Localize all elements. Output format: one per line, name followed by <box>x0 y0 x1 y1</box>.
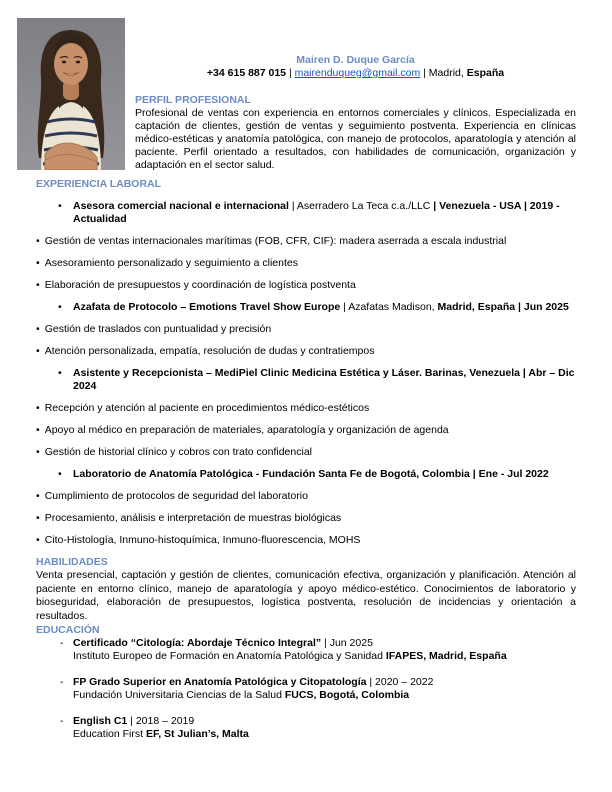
job-title <box>36 301 576 314</box>
profile-paragraph: Profesional de ventas con experiencia en entornos comerciales y clínicos. Especializada en captación de clientes, gestión de ventas y seguimiento postventa. Experiencia en clínicas médico-estéticas y anatomía patológica, con manejo de protocolos, aparatología y atención al paciente. Perfil orientado a resultados, con habilidades de comunicación, organización y adaptación en el sector salud. <box>135 107 576 171</box>
education-dates: | Jun 2025 <box>321 636 373 649</box>
job-detail <box>36 490 576 503</box>
bullet-icon: • <box>36 279 40 291</box>
job-detail-text: Procesamiento, análisis e interpretación de muestras biológicas <box>44 512 342 524</box>
education-item <box>36 637 576 663</box>
education-degree: English C1 <box>73 714 128 727</box>
education-item <box>36 715 576 741</box>
bullet-icon: • <box>36 257 40 269</box>
job-detail <box>36 323 576 336</box>
job-detail-text: Asesoramiento personalizado y seguimiento a clientes <box>44 257 298 269</box>
job-detail <box>36 345 576 358</box>
education-org-line <box>73 728 576 741</box>
left-eye <box>62 61 66 64</box>
main-content <box>0 172 612 741</box>
section-heading-experience: EXPERIENCIA LABORAL <box>36 178 162 190</box>
education-org-line <box>73 650 576 663</box>
education-org: Instituto Europeo de Formación en Anatomía Patológica y Sanidad <box>73 649 386 662</box>
education-org-bold: IFAPES, Madrid, España <box>385 649 507 662</box>
education-org: Fundación Universitaria Ciencias de la Salud <box>73 688 285 701</box>
job-detail <box>36 446 576 459</box>
bullet-icon: • <box>36 345 40 357</box>
section-heading-skills: HABILIDADES <box>36 556 108 568</box>
right-eye <box>76 61 80 64</box>
portrait-photo <box>17 18 125 170</box>
bullet-icon: • <box>58 301 62 313</box>
job-title <box>36 468 576 481</box>
job-role: Asistente y Recepcionista – MediPiel Clinic Medicina Estética y Láser. Barinas, Venezuela | Abr – Dic 2024 <box>73 367 575 392</box>
job-detail <box>36 424 576 437</box>
dash-icon: - <box>60 675 64 688</box>
education-org-bold: FUCS, Bogotá, Colombia <box>284 688 410 701</box>
job-title <box>36 200 576 226</box>
job-detail-text: Atención personalizada, empatía, resolución de dudas y contratiempos <box>44 345 375 357</box>
job-detail-text: Cumplimiento de protocolos de seguridad del laboratorio <box>44 490 308 502</box>
location-country: España <box>466 67 505 79</box>
job-location-dates: Madrid, España | Jun 2025 <box>434 301 569 313</box>
job-role: Laboratorio de Anatomía Patológica - Fundación Santa Fe de Bogotá, Colombia | Ene - Jul 2022 <box>73 468 549 480</box>
email-link[interactable]: mairenduqueg@gmail.com <box>294 67 421 79</box>
bullet-icon: • <box>58 367 62 379</box>
job-detail-text: Gestión de historial clínico y cobros con trato confidencial <box>44 446 312 458</box>
job-company: | Aserradero La Teca c.a./LLC <box>288 200 434 212</box>
education-dates: | 2018 – 2019 <box>127 714 195 727</box>
bullet-icon: • <box>36 490 40 502</box>
bullet-icon: • <box>58 200 62 212</box>
separator: | <box>420 67 429 79</box>
dash-icon: - <box>60 714 64 727</box>
job-detail <box>36 235 576 248</box>
education-dates: | 2020 – 2022 <box>366 675 434 688</box>
bullet-icon: • <box>36 323 40 335</box>
education-item <box>36 676 576 702</box>
bullet-icon: • <box>36 424 40 436</box>
bullet-icon: • <box>36 235 40 247</box>
education-title <box>73 715 576 728</box>
section-heading-profile: PERFIL PROFESIONAL <box>135 94 251 106</box>
dash-icon: - <box>60 636 64 649</box>
job-detail <box>36 534 576 547</box>
contact-line <box>135 67 576 80</box>
job-role: Asesora comercial nacional e internacional <box>73 200 289 212</box>
education-title <box>73 637 576 650</box>
job-detail-text: Gestión de traslados con puntualidad y precisión <box>44 323 272 335</box>
education-org: Education First <box>73 727 146 740</box>
job-detail-text: Gestión de ventas internacionales marítimas (FOB, CFR, CIF): madera aserrada a escala industrial <box>44 235 507 247</box>
job-detail-text: Recepción y atención al paciente en procedimientos médico-estéticos <box>44 402 370 414</box>
person-name: Mairen D. Duque García <box>296 54 415 66</box>
education-title <box>73 676 576 689</box>
job-detail <box>36 257 576 270</box>
job-role: Azafata de Protocolo – Emotions Travel Show Europe <box>73 301 341 313</box>
skills-section <box>36 556 576 624</box>
face <box>54 43 88 85</box>
bullet-icon: • <box>58 468 62 480</box>
phone-number: +34 615 887 015 <box>206 67 287 79</box>
location-city: Madrid, <box>428 67 467 79</box>
section-heading-education: EDUCACIÓN <box>36 623 100 636</box>
bullet-icon: • <box>36 402 40 414</box>
education-degree: Certificado “Citología: Abordaje Técnico Integral” <box>73 636 322 649</box>
separator: | <box>286 67 295 79</box>
education-degree: FP Grado Superior en Anatomía Patológica y Citopatología <box>73 675 367 688</box>
job-title <box>36 367 576 393</box>
bullet-icon: • <box>36 512 40 524</box>
job-detail-text: Cito-Histología, Inmuno-histoquímica, Inmuno-fluorescencia, MOHS <box>44 534 361 546</box>
job-detail <box>36 512 576 525</box>
job-company: | Azafatas Madison, <box>340 301 435 313</box>
job-detail-text: Elaboración de presupuestos y coordinación de logística postventa <box>44 279 356 291</box>
job-detail-text: Apoyo al médico en preparación de materiales, aparatología y organización de agenda <box>44 424 449 436</box>
job-detail <box>36 402 576 415</box>
education-org-line <box>73 689 576 702</box>
job-location-dates: | Venezuela - USA | 2019 - Actualidad <box>73 200 560 225</box>
bullet-icon: • <box>36 534 40 546</box>
job-detail <box>36 279 576 292</box>
skills-paragraph: Venta presencial, captación y gestión de clientes, comunicación efectiva, organización y planificación. Atención al paciente en entorno clínico, manejo de aparatología y apoyo médico-estético. Conocimientos de laboratorio y bioseguridad, elaboración de presupuestos, logística postventa, resolución de incidencias y orientación a resultados. <box>36 569 576 623</box>
education-org-bold: EF, St Julian’s, Malta <box>145 727 249 740</box>
bullet-icon: • <box>36 446 40 458</box>
